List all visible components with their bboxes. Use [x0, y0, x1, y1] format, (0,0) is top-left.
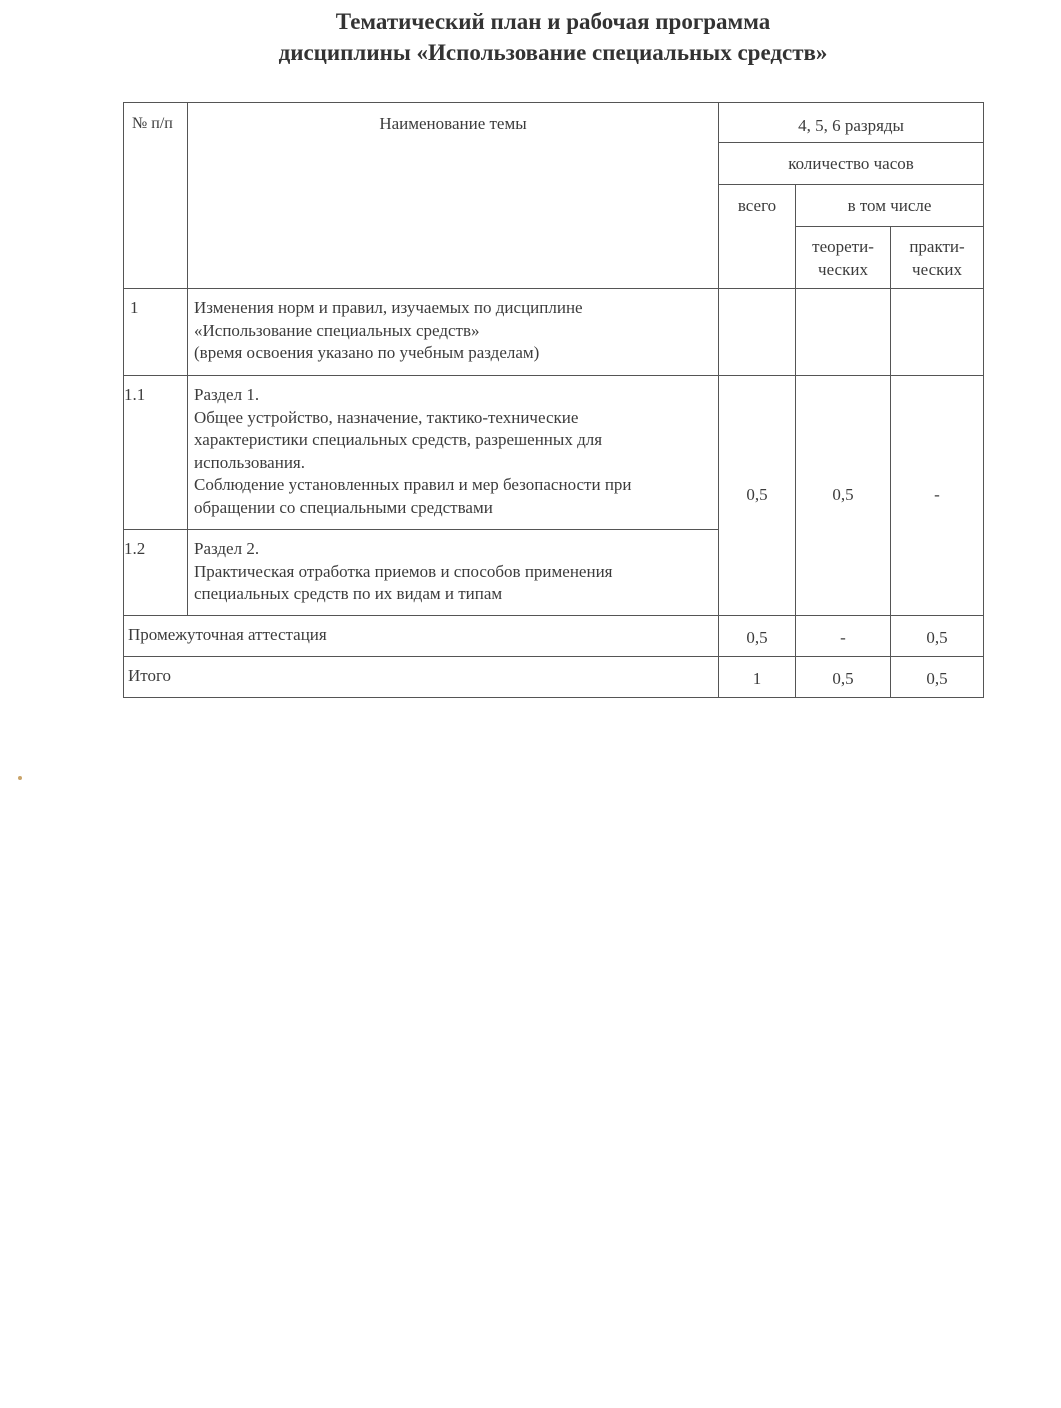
topic-line: Общее устройство, назначение, тактико-технические — [194, 407, 579, 427]
title-line-2: дисциплины «Использование специальных средств» — [278, 40, 828, 65]
row-num: 1.1 — [124, 376, 188, 530]
summary-row — [124, 657, 984, 698]
header-total: всего — [719, 185, 796, 289]
header-num: № п/п — [124, 103, 188, 289]
header-including: в том числе — [796, 185, 984, 227]
table-row — [124, 376, 984, 530]
header-name: Наименование темы — [188, 103, 719, 289]
row-total — [719, 289, 796, 376]
row-topic — [188, 530, 719, 616]
summary-label: Итого — [124, 657, 719, 698]
topic-line: обращении со специальными средствами — [194, 497, 493, 517]
summary-total: 1 — [719, 657, 796, 698]
header-category: 4, 5, 6 разряды — [719, 103, 984, 143]
row-num: 1 — [124, 289, 188, 376]
row-num: 1.2 — [124, 530, 188, 616]
header-row-1 — [124, 103, 984, 143]
header-practice-line-1: практи- — [909, 237, 965, 256]
intermediate-total: 0,5 — [719, 616, 796, 657]
topic-line: специальных средств по их видам и типам — [194, 584, 503, 603]
header-theory-line-2: ческих — [818, 259, 868, 279]
topic-line: Соблюдение установленных правил и мер безопасности при — [194, 475, 632, 494]
thematic-plan-table — [123, 102, 984, 698]
intermediate-row — [124, 616, 984, 657]
sections-theory: 0,5 — [796, 376, 891, 616]
header-hours: количество часов — [719, 143, 984, 185]
row-practice — [891, 289, 984, 376]
sections-total: 0,5 — [719, 376, 796, 616]
scan-smudge — [18, 776, 22, 780]
row-topic — [188, 376, 719, 530]
header-theory-line-1: теорети- — [812, 237, 874, 256]
table-row — [124, 289, 984, 376]
topic-line: Раздел 2. — [194, 539, 260, 558]
topic-line: Практическая отработка приемов и способов применения — [194, 561, 613, 581]
header-practice-line-2: ческих — [912, 259, 962, 279]
summary-theory: 0,5 — [796, 657, 891, 698]
title-line-1: Тематический план и рабочая программа — [335, 9, 771, 34]
header-practice — [891, 227, 984, 289]
topic-line: Изменения норм и правил, изучаемых по дисциплине — [194, 298, 583, 317]
header-theory — [796, 227, 891, 289]
topic-line: Раздел 1. — [194, 385, 260, 404]
topic-line: характеристики специальных средств, разрешенных для — [194, 430, 603, 449]
intermediate-practice: 0,5 — [891, 616, 984, 657]
intermediate-theory: - — [796, 616, 891, 657]
thematic-plan-table-wrapper — [123, 102, 983, 698]
summary-practice: 0,5 — [891, 657, 984, 698]
row-theory — [796, 289, 891, 376]
topic-line: использования. — [194, 452, 305, 472]
document-title — [0, 6, 1061, 68]
intermediate-label: Промежуточная аттестация — [124, 616, 719, 657]
sections-practice: - — [891, 376, 984, 616]
topic-line: «Использование специальных средств» — [194, 320, 480, 340]
row-topic — [188, 289, 719, 376]
topic-line: (время освоения указано по учебным разделам) — [194, 343, 540, 362]
